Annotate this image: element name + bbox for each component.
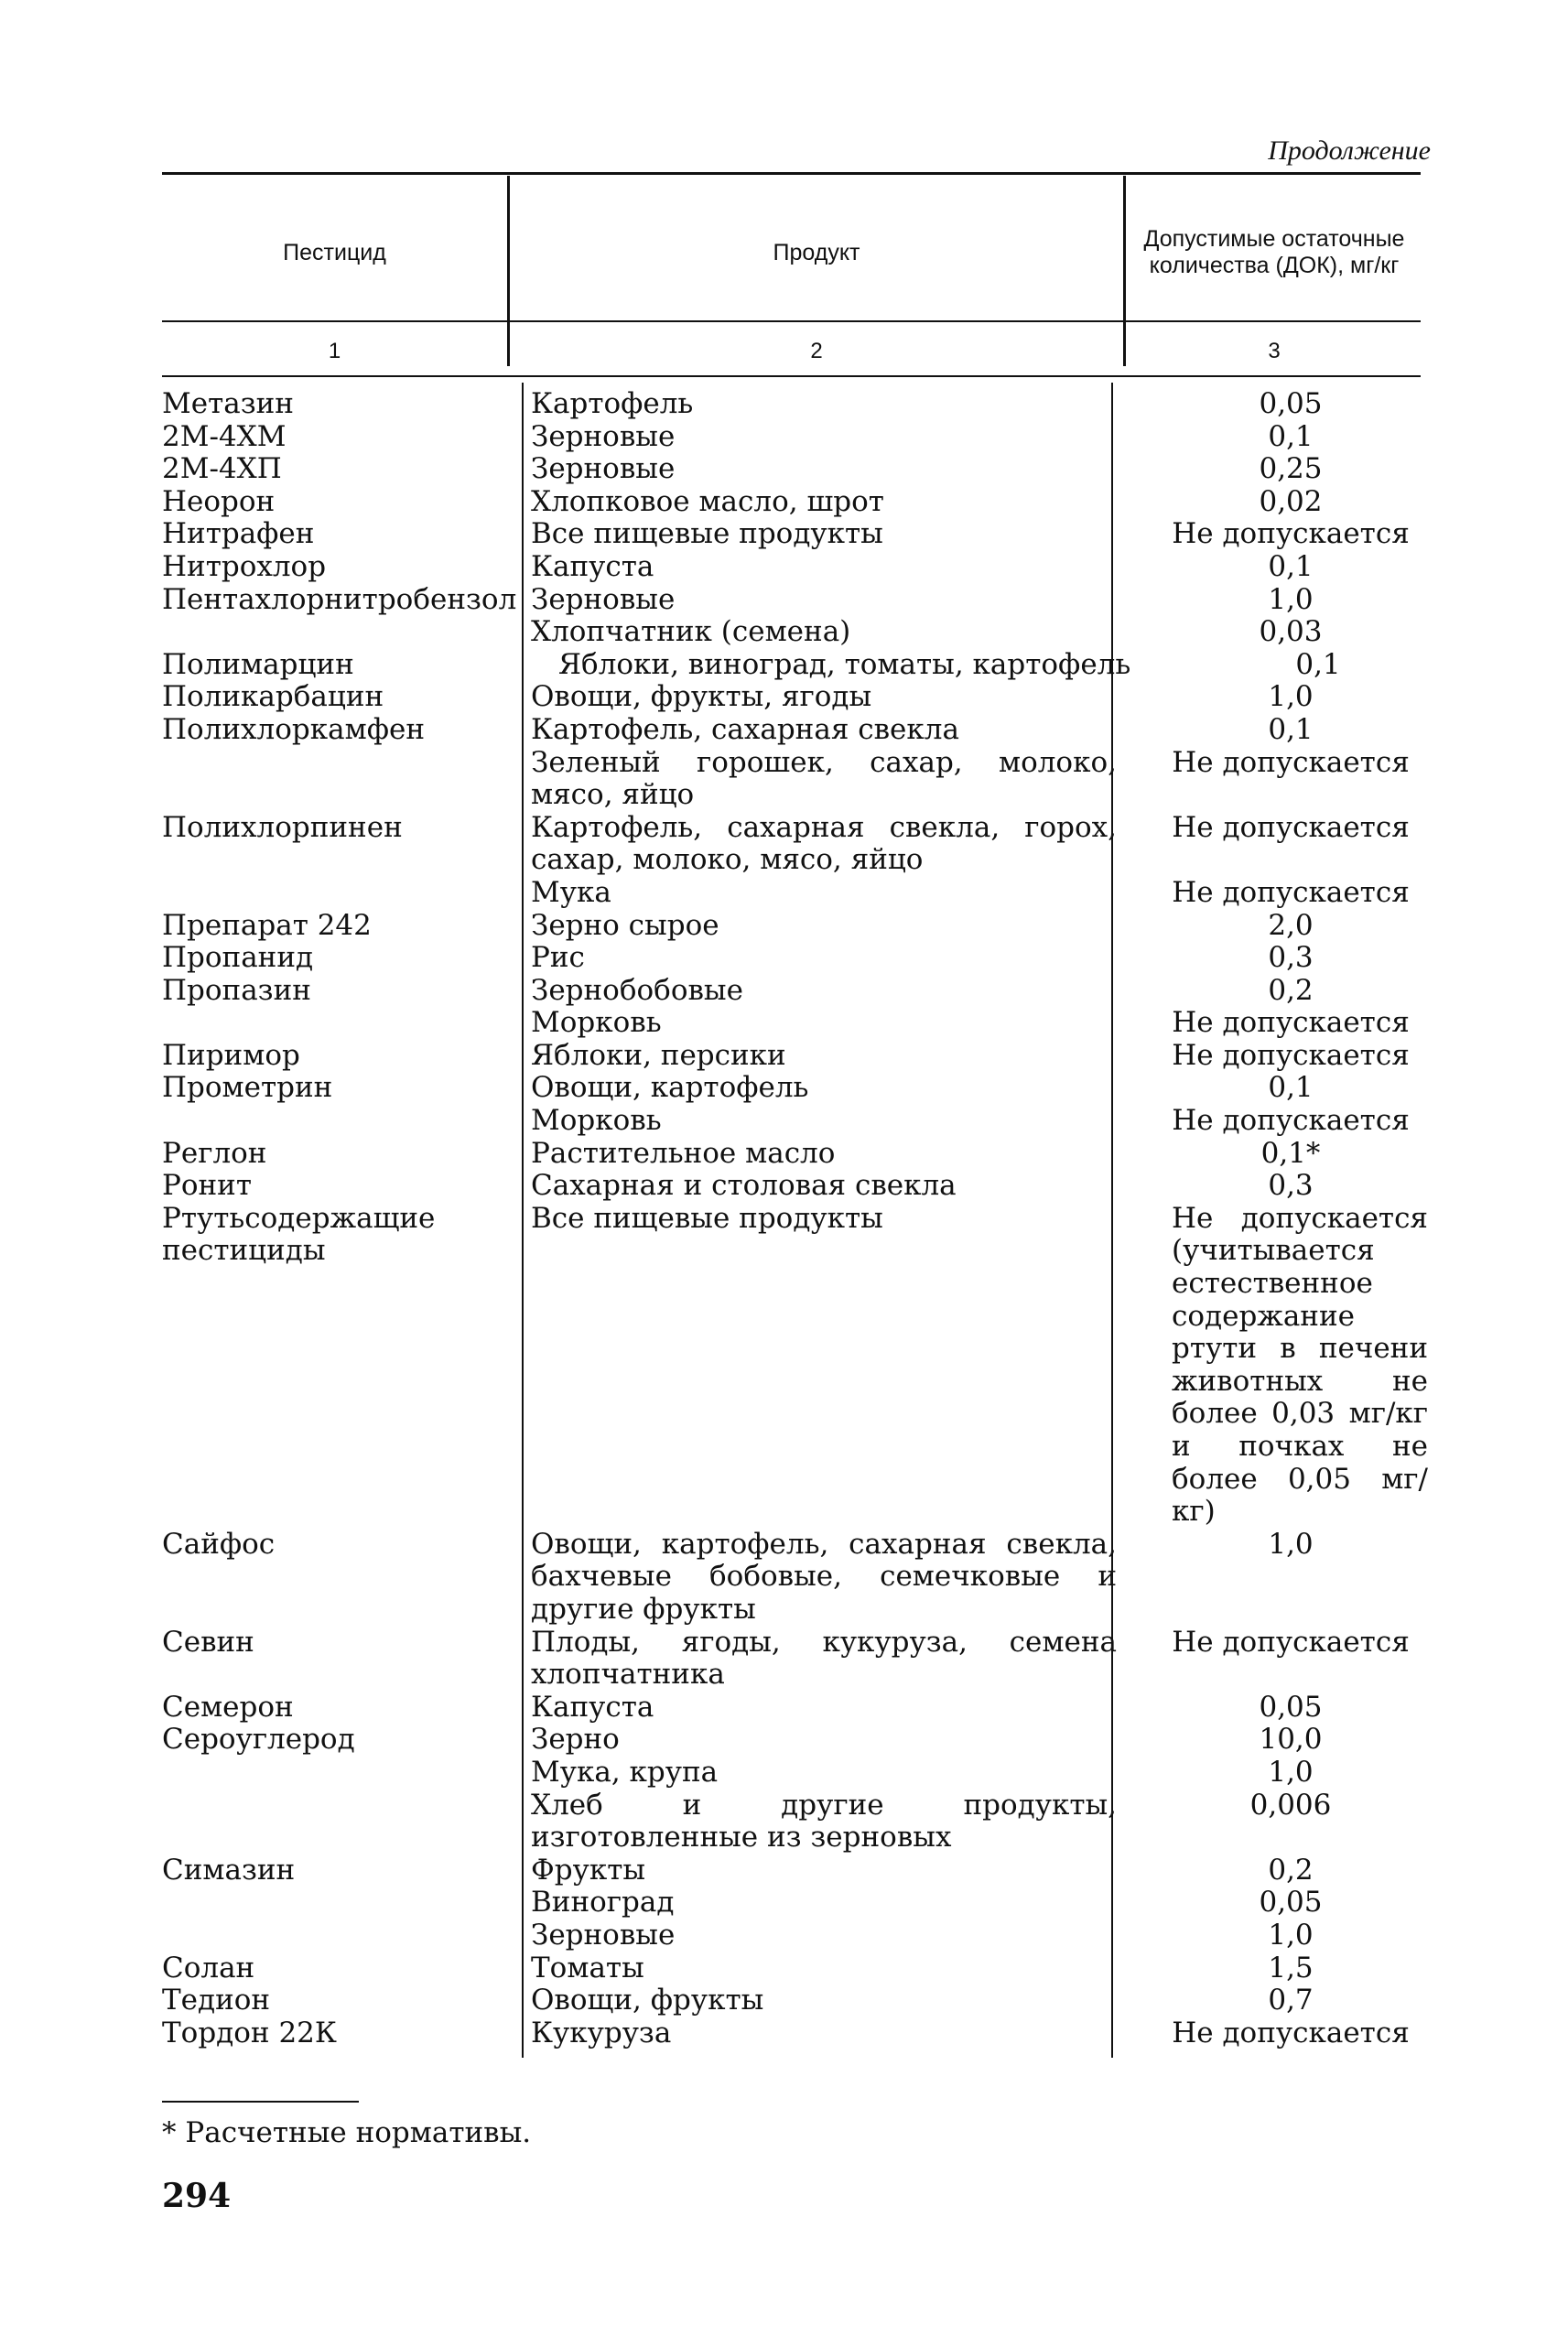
dok-cell: Не допускается xyxy=(1172,517,1410,551)
dok-cell: 0,02 xyxy=(1259,484,1323,518)
pesticide-cell xyxy=(162,1887,515,1919)
product-cell: Зерновые xyxy=(531,419,676,453)
pesticide-cell: Ртутьсодержащие пестициды xyxy=(162,1201,436,1268)
pesticide-cell: Ронит xyxy=(162,1169,252,1203)
table-row xyxy=(0,1040,1568,1073)
dok-cell: 10,0 xyxy=(1259,1723,1323,1757)
table-row xyxy=(0,453,1568,486)
colnum-bottom-rule xyxy=(162,375,1421,377)
product-cell: Яблоки, виноград, томаты, картофель xyxy=(558,647,1131,681)
dok-cell: Не допускается xyxy=(1172,875,1410,909)
table-row xyxy=(0,975,1568,1008)
table-body xyxy=(0,388,1568,2049)
dok-cell: 0,2 xyxy=(1268,973,1314,1007)
pesticide-cell: Пропанид xyxy=(162,941,314,975)
footnote: * Расчетные нормативы. xyxy=(162,2116,532,2149)
product-cell: Зеленый горошек, сахар, молоко, мясо, яйцо xyxy=(531,745,1117,812)
pesticide-cell xyxy=(162,1007,515,1040)
pesticide-cell: Сероуглерод xyxy=(162,1723,355,1757)
dok-cell: 1,0 xyxy=(1268,1755,1314,1789)
product-cell: Все пищевые продукты xyxy=(531,1201,883,1235)
table-row xyxy=(0,1072,1568,1105)
table-row xyxy=(0,1105,1568,1138)
dok-cell: 0,1 xyxy=(1295,647,1341,681)
dok-cell: 0,05 xyxy=(1259,1690,1323,1724)
product-cell: Хлопчатник (семена) xyxy=(531,615,851,649)
pesticide-cell: Семерон xyxy=(162,1690,294,1724)
table-row xyxy=(0,518,1568,551)
table-row xyxy=(0,1790,1568,1855)
dok-cell: Не допускается xyxy=(1172,2016,1410,2049)
product-cell: Растительное масло xyxy=(531,1136,836,1170)
product-cell: Мука xyxy=(531,875,611,909)
pesticide-cell xyxy=(162,616,515,649)
dok-cell: 0,3 xyxy=(1268,1169,1314,1203)
pesticide-cell: Поликарбацин xyxy=(162,680,384,714)
product-cell: Овощи, картофель xyxy=(531,1071,809,1105)
table-top-rule xyxy=(162,172,1421,175)
dok-cell: Не допускается xyxy=(1172,1038,1410,1072)
pesticide-cell xyxy=(162,1757,515,1790)
product-cell: Овощи, фрукты, ягоды xyxy=(531,680,872,714)
product-cell: Овощи, фрукты xyxy=(531,1984,764,2017)
pesticide-cell: Нитрохлор xyxy=(162,549,327,583)
pesticide-cell: 2М-4ХП xyxy=(162,452,282,486)
table-row xyxy=(0,1007,1568,1040)
dok-cell: 1,0 xyxy=(1268,1918,1314,1952)
pesticide-cell xyxy=(162,747,515,812)
table-row xyxy=(0,1692,1568,1725)
pesticide-cell: Тордон 22К xyxy=(162,2016,337,2049)
product-cell: Фрукты xyxy=(531,1853,646,1887)
dok-cell: Не допускается xyxy=(1172,1625,1410,1659)
table-row xyxy=(0,616,1568,649)
product-cell: Капуста xyxy=(531,549,654,583)
dok-cell: 0,03 xyxy=(1259,615,1323,649)
page-number: 294 xyxy=(162,2177,232,2215)
product-cell: Зерно сырое xyxy=(531,908,719,942)
dok-cell: 1,0 xyxy=(1268,680,1314,714)
product-cell: Хлопковое масло, шрот xyxy=(531,484,884,518)
pesticide-cell: Прометрин xyxy=(162,1071,333,1105)
column-number-2: 2 xyxy=(810,339,823,363)
table-row xyxy=(0,1984,1568,2017)
dok-cell: 1,0 xyxy=(1268,1527,1314,1561)
pesticide-cell: Реглон xyxy=(162,1136,267,1170)
dok-cell: 0,7 xyxy=(1268,1984,1314,2017)
product-cell: Яблоки, персики xyxy=(531,1038,786,1072)
column-number-1: 1 xyxy=(328,339,341,363)
column-number-3: 3 xyxy=(1268,339,1281,363)
pesticide-cell: Пропазин xyxy=(162,973,311,1007)
dok-cell: 1,0 xyxy=(1268,582,1314,616)
dok-cell: 0,1* xyxy=(1260,1136,1321,1170)
pesticide-cell: Пиримор xyxy=(162,1038,300,1072)
table-row xyxy=(0,877,1568,910)
dok-cell: 0,05 xyxy=(1259,387,1323,420)
dok-cell: Не допускается xyxy=(1172,810,1410,844)
pesticide-cell: Нитрафен xyxy=(162,517,315,551)
product-cell: Морковь xyxy=(531,1006,662,1040)
product-cell: Зерно xyxy=(531,1723,620,1757)
dok-cell: Не допускается (учитывается естественное содержание ртути в печени животных не более 0,03 мг/кг и почках не более 0,05 мг/кг) xyxy=(1172,1201,1428,1529)
dok-cell: 0,1 xyxy=(1268,549,1314,583)
pesticide-cell xyxy=(162,1919,515,1952)
product-cell: Зерновые xyxy=(531,582,676,616)
dok-cell: 0,006 xyxy=(1249,1788,1332,1822)
table-row xyxy=(0,1919,1568,1952)
table-row xyxy=(0,1529,1568,1627)
table-row xyxy=(0,421,1568,454)
product-cell: Картофель xyxy=(531,387,694,420)
product-cell: Морковь xyxy=(531,1104,662,1138)
product-cell: Хлеб и другие продукты, изготовленные из зерновых xyxy=(531,1788,1117,1855)
pesticide-cell: Тедион xyxy=(162,1984,271,2017)
table-row xyxy=(0,1203,1568,1529)
product-cell: Кукуруза xyxy=(531,2016,672,2049)
dok-cell: 0,1 xyxy=(1268,712,1314,746)
product-cell: Зернобобовые xyxy=(531,973,743,1007)
dok-cell: 0,2 xyxy=(1268,1853,1314,1887)
product-cell: Плоды, ягоды, кукуруза, семена хлопчатника xyxy=(531,1625,1117,1692)
table-row xyxy=(0,910,1568,943)
pesticide-cell: Сайфос xyxy=(162,1527,276,1561)
dok-cell: 0,1 xyxy=(1268,1071,1314,1105)
product-cell: Картофель, сахарная свекла xyxy=(531,712,959,746)
product-cell: Мука, крупа xyxy=(531,1755,719,1789)
table-row xyxy=(0,584,1568,617)
header-product: Продукт xyxy=(773,239,860,265)
dok-cell: 0,25 xyxy=(1259,452,1323,486)
pesticide-cell: Полихлоркамфен xyxy=(162,712,425,746)
pesticide-cell: Пентахлорнитробензол xyxy=(162,582,517,616)
table-row xyxy=(0,1724,1568,1757)
pesticide-cell: Метазин xyxy=(162,387,294,420)
table-row xyxy=(0,1757,1568,1790)
pesticide-cell: Препарат 242 xyxy=(162,908,372,942)
table-row xyxy=(0,551,1568,584)
product-cell: Томаты xyxy=(531,1951,644,1984)
pesticide-cell: Севин xyxy=(162,1625,254,1659)
product-cell: Виноград xyxy=(531,1886,675,1919)
pesticide-cell xyxy=(162,1105,515,1138)
table-row xyxy=(0,812,1568,877)
product-cell: Овощи, картофель, сахарная свекла, бахчевые бобовые, семечковые и другие фрукты xyxy=(531,1527,1117,1626)
pesticide-cell: Неорон xyxy=(162,484,276,518)
dok-cell: Не допускается xyxy=(1172,745,1410,779)
pesticide-cell: Солан xyxy=(162,1951,255,1984)
header-pesticide: Пестицид xyxy=(283,239,386,265)
table-row xyxy=(0,1952,1568,1985)
product-cell: Зерновые xyxy=(531,452,676,486)
dok-cell: Не допускается xyxy=(1172,1006,1410,1040)
table-row xyxy=(0,2017,1568,2050)
table-row xyxy=(0,1170,1568,1203)
pesticide-cell: Полихлорпинен xyxy=(162,810,403,844)
continuation-label: Продолжение xyxy=(1268,135,1431,166)
table-row xyxy=(0,942,1568,975)
header-dok: Допустимые остаточные количества (ДОК), мг/кг xyxy=(1143,226,1405,278)
table-row xyxy=(0,1138,1568,1171)
table-row xyxy=(0,649,1568,682)
product-cell: Зерновые xyxy=(531,1918,676,1952)
pesticide-cell: Полимарцин xyxy=(162,647,354,681)
product-cell: Картофель, сахарная свекла, горох, сахар, молоко, мясо, яйцо xyxy=(531,810,1117,877)
pesticide-cell xyxy=(162,877,515,910)
dok-cell: 0,3 xyxy=(1268,941,1314,975)
product-cell: Сахарная и столовая свекла xyxy=(531,1169,957,1203)
table-row xyxy=(0,388,1568,421)
dok-cell: Не допускается xyxy=(1172,1104,1410,1138)
dok-cell: 1,5 xyxy=(1268,1951,1314,1984)
table-row xyxy=(0,1627,1568,1692)
table-row xyxy=(0,486,1568,519)
pesticide-cell: 2М-4ХМ xyxy=(162,419,287,453)
header-divider-2 xyxy=(1123,176,1126,366)
table-row xyxy=(0,747,1568,812)
pesticide-cell: Симазин xyxy=(162,1853,296,1887)
footnote-rule xyxy=(162,2101,359,2103)
table-row xyxy=(0,1887,1568,1919)
dok-cell: 0,05 xyxy=(1259,1886,1323,1919)
pesticide-cell xyxy=(162,1790,515,1855)
dok-cell: 2,0 xyxy=(1268,908,1314,942)
product-cell: Все пищевые продукты xyxy=(531,517,883,551)
product-cell: Рис xyxy=(531,941,585,975)
table-row xyxy=(0,1855,1568,1887)
table-row xyxy=(0,714,1568,747)
dok-cell: 0,1 xyxy=(1268,419,1314,453)
table-row xyxy=(0,681,1568,714)
product-cell: Капуста xyxy=(531,1690,654,1724)
